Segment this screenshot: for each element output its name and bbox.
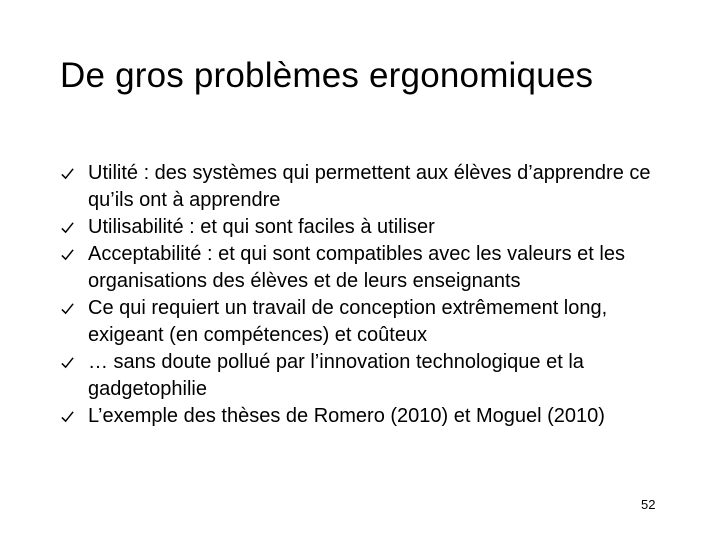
bullet-text: Ce qui requiert un travail de conception extrêmement long, exigeant (en compétences) et coûteux bbox=[88, 297, 608, 346]
slide-title: De gros problèmes ergonomiques bbox=[60, 56, 594, 95]
checkmark-icon bbox=[60, 295, 80, 322]
bullet-text: Acceptabilité : et qui sont compatibles avec les valeurs et les organisations des élèves et de leurs enseignants bbox=[88, 243, 625, 292]
checkmark-icon bbox=[60, 349, 80, 376]
bullet-item bbox=[60, 214, 670, 241]
bullet-list bbox=[60, 160, 670, 430]
bullet-text: Utilisabilité : et qui sont faciles à utiliser bbox=[88, 216, 435, 238]
bullet-item bbox=[60, 349, 670, 403]
bullet-text: Utilité : des systèmes qui permettent aux élèves d’apprendre ce qu’ils ont à apprendre bbox=[88, 162, 651, 211]
page-number: 52 bbox=[641, 497, 656, 512]
bullet-text: … sans doute pollué par l’innovation technologique et la gadgetophilie bbox=[88, 351, 584, 400]
checkmark-icon bbox=[60, 403, 80, 430]
bullet-item bbox=[60, 295, 670, 349]
bullet-item bbox=[60, 160, 670, 214]
checkmark-icon bbox=[60, 241, 80, 268]
checkmark-icon bbox=[60, 214, 80, 241]
bullet-text: L’exemple des thèses de Romero (2010) et Moguel (2010) bbox=[88, 405, 605, 427]
checkmark-icon bbox=[60, 160, 80, 187]
bullet-item bbox=[60, 403, 670, 430]
bullet-item bbox=[60, 241, 670, 295]
